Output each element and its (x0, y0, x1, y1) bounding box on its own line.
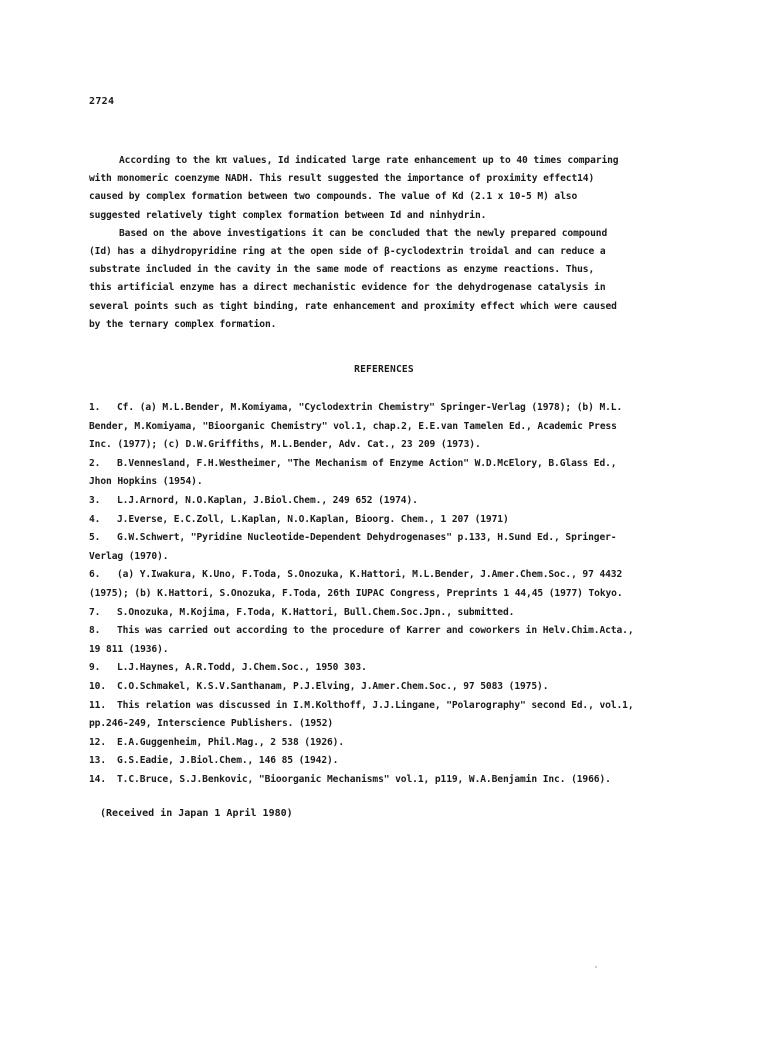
reference-text: (a) Y.Iwakura, K.Uno, F.Toda, S.Onozuka, K.Hattori, M.L.Bender, J.Amer.Chem.Soc., 97 4432 (117, 569, 623, 581)
paragraph-2 (89, 225, 663, 334)
text-line: by the ternary complex formation. (89, 318, 277, 330)
text-line: with monomeric coenzyme NADH. This result suggested the importance of proximity effect14) (89, 173, 595, 185)
text-line: (Id) has a dihydropyridine ring at the open side of β-cyclodextrin troidal and can reduce a (89, 246, 606, 258)
reference-number: 8. (89, 625, 101, 637)
reference-text: C.O.Schmakel, K.S.V.Santhanam, P.J.Elving, J.Amer.Chem.Soc., 97 5083 (1975). (117, 680, 549, 692)
reference-item (89, 529, 679, 566)
reference-text: 19 811 (1936). (89, 643, 169, 655)
text-line: substrate included in the cavity in the same mode of reactions as enzyme reactions. Thus, (89, 264, 595, 276)
reference-item (89, 566, 679, 603)
reference-number: 4. (89, 513, 101, 525)
reference-item (89, 511, 679, 530)
reference-text: T.C.Bruce, S.J.Benkovic, "Bioorganic Mechanisms" vol.1, p119, W.A.Benjamin Inc. (1966). (117, 773, 611, 785)
reference-number: 6. (89, 569, 101, 581)
reference-item (89, 399, 679, 455)
reference-text: Verlag (1970). (89, 550, 169, 562)
reference-item (89, 622, 679, 659)
reference-text: Jhon Hopkins (1954). (89, 476, 203, 488)
reference-text: S.Onozuka, M.Kojima, F.Toda, K.Hattori, Bull.Chem.Soc.Jpn., submitted. (117, 606, 515, 618)
page-number: 2724 (89, 96, 115, 107)
reference-item (89, 752, 679, 771)
reference-text: L.J.Haynes, A.R.Todd, J.Chem.Soc., 1950 303. (117, 662, 367, 674)
paragraph-1 (89, 152, 663, 225)
reference-item (89, 678, 679, 697)
text-line: this artificial enzyme has a direct mechanistic evidence for the dehydrogenase catalysis in (89, 282, 606, 294)
reference-text: pp.246-249, Interscience Publishers. (1952) (89, 718, 334, 730)
text-line: caused by complex formation between two compounds. The value of Kd (2.1 x 10-5 M) also (89, 191, 578, 203)
text-line: suggested relatively tight complex formation between Id and ninhydrin. (89, 209, 487, 221)
reference-text: L.J.Arnord, N.O.Kaplan, J.Biol.Chem., 249 652 (1974). (117, 494, 418, 506)
reference-text: Cf. (a) M.L.Bender, M.Komiyama, "Cyclodextrin Chemistry" Springer-Verlag (1978); (b) M.L. (117, 402, 623, 413)
reference-text: J.Everse, E.C.Zoll, L.Kaplan, N.O.Kaplan, Bioorg. Chem., 1 207 (1971) (117, 513, 509, 525)
reference-text: Inc. (1977); (c) D.W.Griffiths, M.L.Bender, Adv. Cat., 23 209 (1973). (89, 439, 481, 451)
reference-text: This was carried out according to the procedure of Karrer and coworkers in Helv.Chim.Acta., (117, 625, 634, 637)
text-line: Based on the above investigations it can be concluded that the newly prepared compound (119, 227, 608, 239)
received-date: (Received in Japan 1 April 1980) (100, 808, 293, 819)
reference-number: 9. (89, 662, 101, 674)
reference-number: 10. (89, 680, 107, 692)
reference-text: E.A.Guggenheim, Phil.Mag., 2 538 (1926). (117, 736, 345, 748)
reference-number: 1. (89, 402, 101, 413)
scan-speck (595, 966, 597, 968)
reference-number: 5. (89, 532, 101, 544)
reference-number: 7. (89, 606, 101, 618)
reference-text: Bender, M.Komiyama, "Bioorganic Chemistry" vol.1, chap.2, E.E.van Tamelen Ed., Academic Press (89, 420, 617, 432)
reference-item (89, 604, 679, 623)
reference-text: (1975); (b) K.Hattori, S.Onozuka, F.Toda, 26th IUPAC Congress, Preprints 1 44,45 (1977) Tokyo. (89, 587, 623, 599)
reference-item (89, 659, 679, 678)
reference-text: G.S.Eadie, J.Biol.Chem., 146 85 (1942). (117, 755, 339, 767)
reference-item (89, 697, 679, 734)
reference-number: 11. (89, 699, 107, 711)
text-line: According to the kπ values, Id indicated large rate enhancement up to 40 times comparing (119, 155, 619, 166)
reference-number: 13. (89, 755, 107, 767)
references-heading: REFERENCES (354, 364, 414, 375)
reference-item (89, 771, 679, 790)
reference-text: This relation was discussed in I.M.Kolthoff, J.J.Lingane, "Polarography" second Ed., vol.1, (117, 699, 634, 711)
reference-item (89, 455, 679, 492)
reference-number: 14. (89, 773, 107, 785)
text-line: several points such as tight binding, rate enhancement and proximity effect which were caused (89, 300, 617, 312)
reference-item (89, 734, 679, 753)
reference-item (89, 492, 679, 511)
body-text (89, 152, 663, 334)
reference-number: 12. (89, 736, 107, 748)
references-list (89, 399, 679, 789)
reference-text: B.Vennesland, F.H.Westheimer, "The Mechanism of Enzyme Action" W.D.McElory, B.Glass Ed., (117, 457, 617, 469)
reference-number: 3. (89, 494, 101, 506)
reference-text: G.W.Schwert, "Pyridine Nucleotide-Dependent Dehydrogenases" p.133, H.Sund Ed., Springer- (117, 532, 617, 544)
reference-number: 2. (89, 457, 101, 469)
